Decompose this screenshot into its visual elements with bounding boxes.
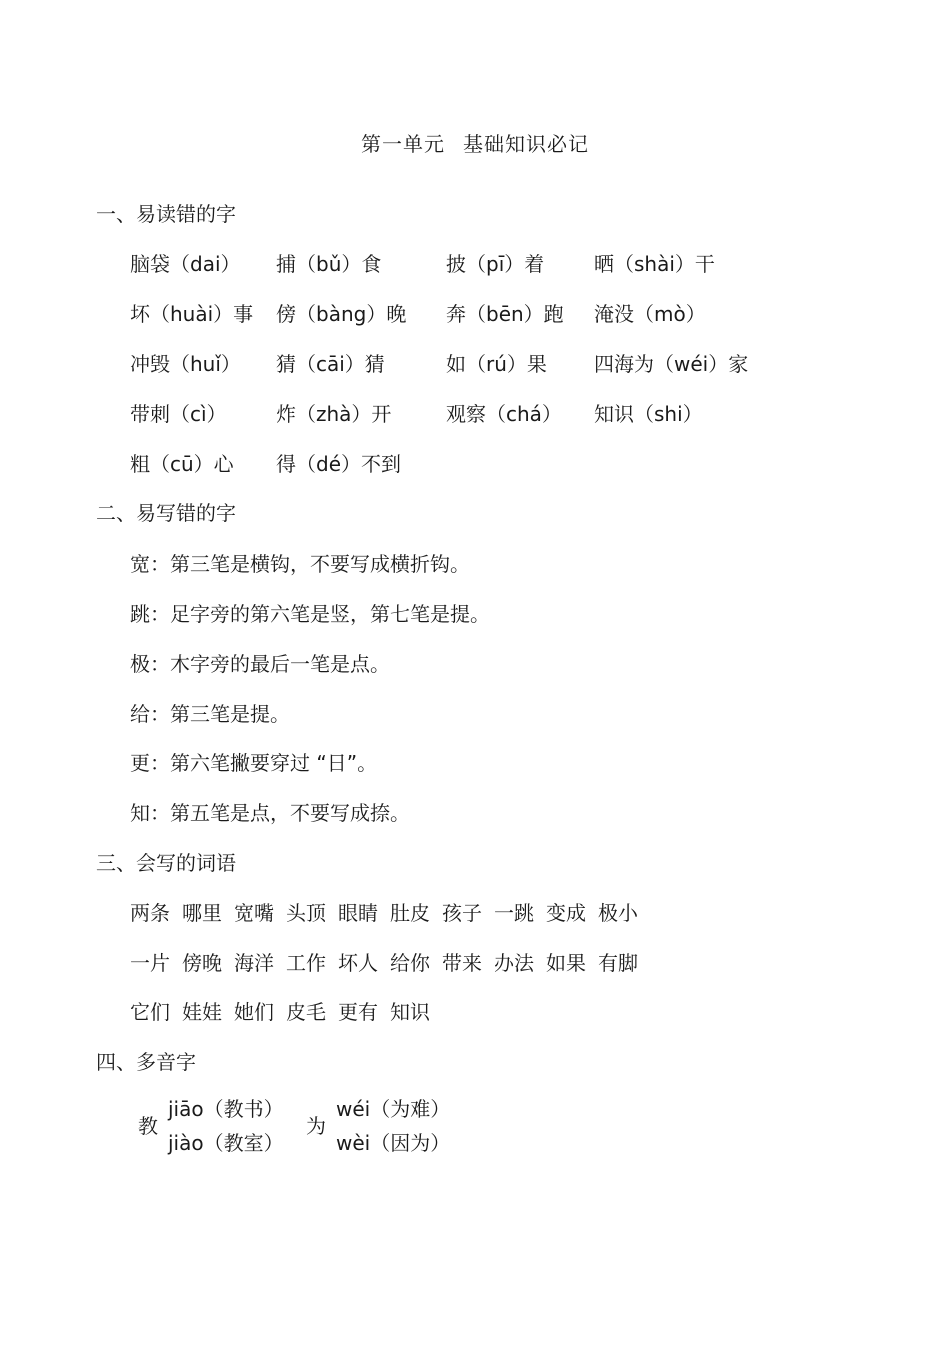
polyphone-reading: wéi（为难）: [336, 1097, 451, 1121]
word: 娃娃: [182, 1000, 222, 1024]
pinyin-item: 知识（shi）: [594, 402, 703, 426]
word-row: [130, 897, 650, 926]
word: 坏人: [338, 951, 378, 975]
pinyin-item: 傍（bàng）晚: [276, 302, 407, 326]
word: 它们: [130, 1000, 170, 1024]
polyphone-char: 教: [138, 1114, 158, 1138]
word: 更有: [338, 1000, 378, 1024]
word: 哪里: [182, 901, 222, 925]
writing-rule: 宽：第三笔是横钩，不要写成横折钩。: [130, 552, 470, 576]
writing-rule: 更：第六笔撇要穿过 “日”。: [130, 751, 378, 775]
word: 两条: [130, 901, 170, 925]
pinyin-item: 得（dé）不到: [276, 452, 401, 476]
pinyin-item: 捕（bǔ）食: [276, 252, 382, 276]
pinyin-item: 晒（shài）干: [594, 252, 715, 276]
pinyin-item: 淹没（mò）: [594, 302, 706, 326]
word: 给你: [390, 951, 430, 975]
word: 肚皮: [390, 901, 430, 925]
pinyin-item: 披（pī）着: [446, 252, 545, 276]
pinyin-item: 粗（cū）心: [130, 452, 234, 476]
word: 带来: [442, 951, 482, 975]
word: 头顶: [286, 901, 326, 925]
polyphone-reading: jiāo（教书）: [168, 1097, 284, 1121]
pinyin-item: 带刺（cì）: [130, 402, 227, 426]
word: 一跳: [494, 901, 534, 925]
word: 眼睛: [338, 901, 378, 925]
word: 极小: [598, 901, 638, 925]
pinyin-item: 坏（huài）事: [130, 302, 254, 326]
word: 皮毛: [286, 1000, 326, 1024]
polyphone-reading: wèi（因为）: [336, 1131, 451, 1155]
word: 知识: [390, 1000, 430, 1024]
section-heading-4: 四、多音字: [96, 1050, 196, 1074]
polyphone-char: 为: [306, 1114, 326, 1138]
word: 宽嘴: [234, 901, 274, 925]
pinyin-item: 冲毁（huǐ）: [130, 352, 241, 376]
section-heading-1: 一、易读错的字: [96, 202, 236, 226]
word: 如果: [546, 951, 586, 975]
word: 工作: [286, 951, 326, 975]
word-row: [130, 947, 650, 976]
word: 傍晚: [182, 951, 222, 975]
word: 一片: [130, 951, 170, 975]
pinyin-item: 脑袋（dai）: [130, 252, 241, 276]
writing-rule: 给：第三笔是提。: [130, 702, 290, 726]
writing-rule: 极：木字旁的最后一笔是点。: [130, 652, 390, 676]
writing-rule: 跳：足字旁的第六笔是竖，第七笔是提。: [130, 602, 490, 626]
pinyin-item: 炸（zhà）开: [276, 402, 392, 426]
section-heading-2: 二、易写错的字: [96, 501, 236, 525]
word: 变成: [546, 901, 586, 925]
pinyin-item: 四海为（wéi）家: [594, 352, 749, 376]
word-row: [130, 996, 442, 1025]
pinyin-item: 奔（bēn）跑: [446, 302, 564, 326]
section-heading-3: 三、会写的词语: [96, 851, 236, 875]
writing-rule: 知：第五笔是点，不要写成捺。: [130, 801, 410, 825]
word: 她们: [234, 1000, 274, 1024]
word: 海洋: [234, 951, 274, 975]
word: 有脚: [598, 951, 638, 975]
word: 孩子: [442, 901, 482, 925]
word: 办法: [494, 951, 534, 975]
page-title: 第一单元 基础知识必记: [361, 132, 589, 156]
pinyin-item: 观察（chá）: [446, 402, 562, 426]
pinyin-item: 如（rú）果: [446, 352, 547, 376]
polyphone-reading: jiào（教室）: [168, 1131, 284, 1155]
pinyin-item: 猜（cāi）猜: [276, 352, 385, 376]
